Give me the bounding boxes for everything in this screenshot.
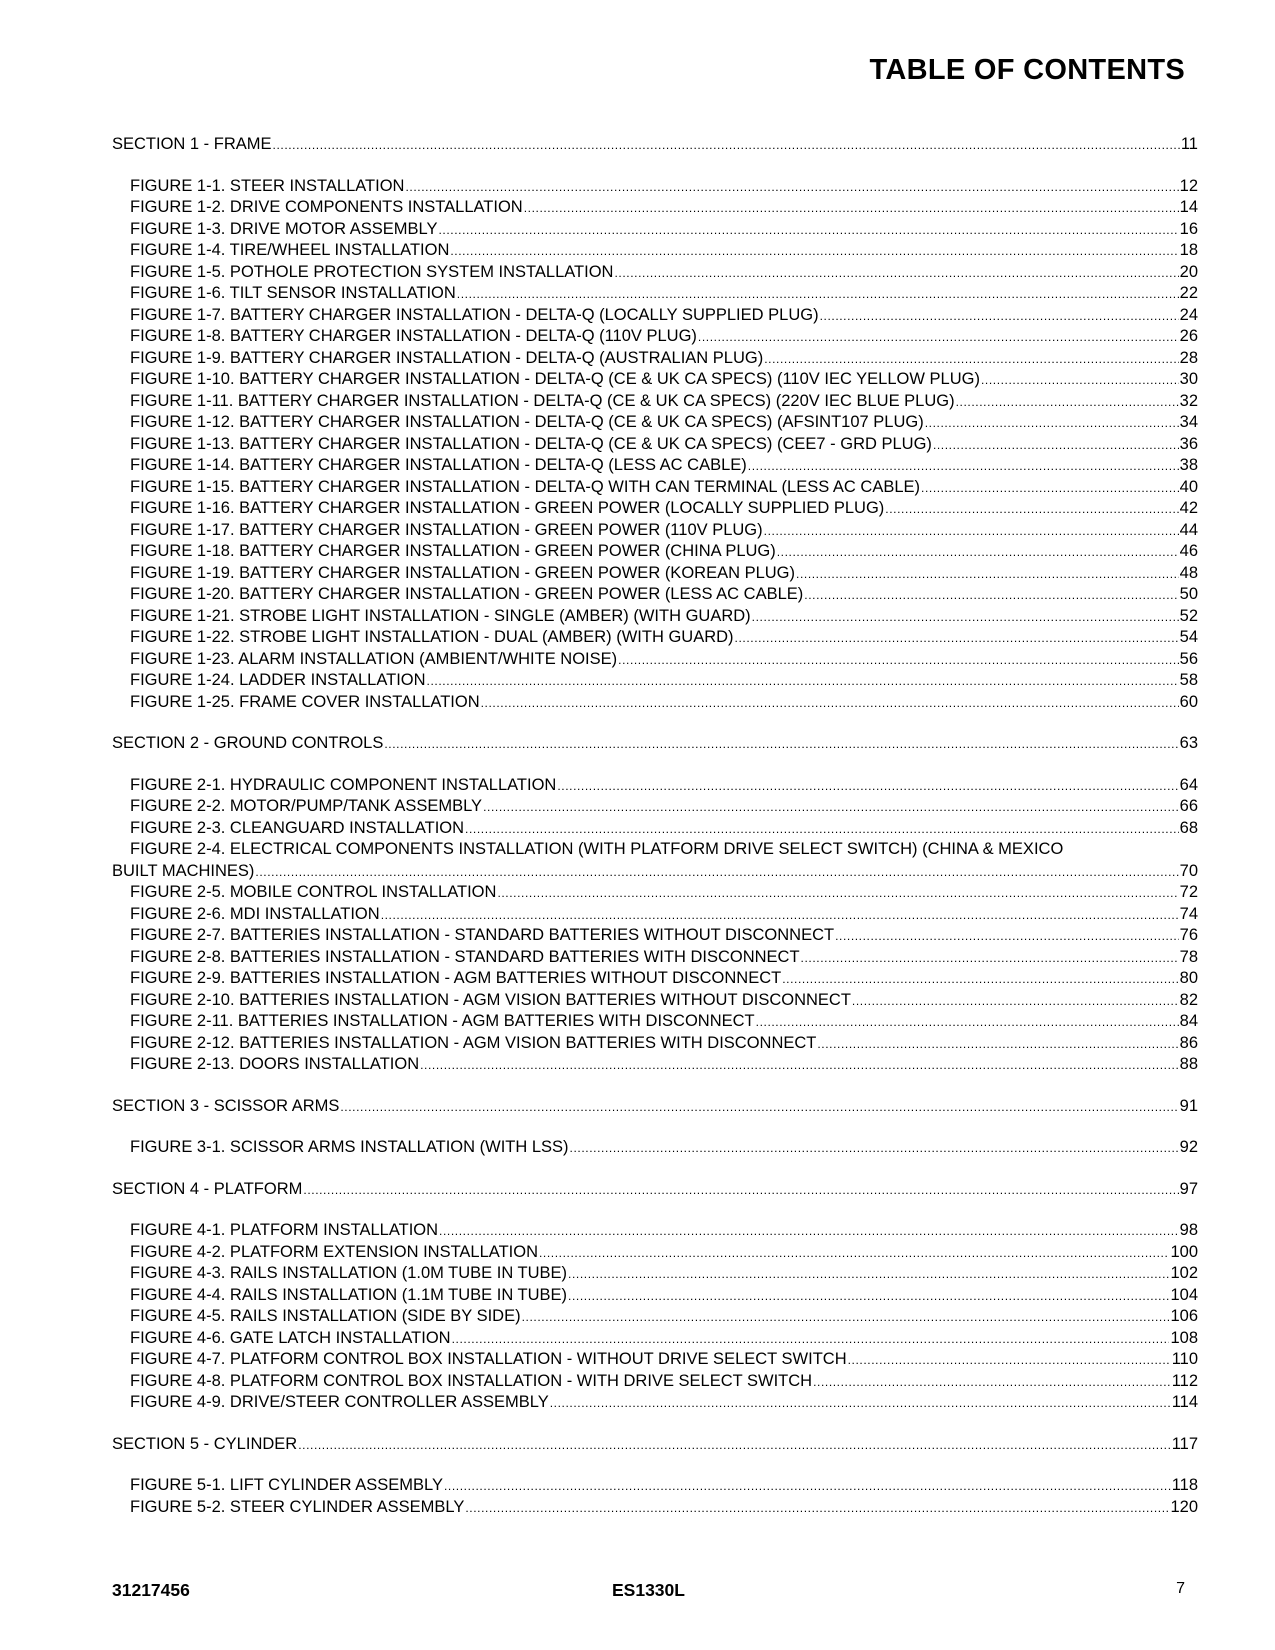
toc-figure-label: FIGURE 2-3. CLEANGUARD INSTALLATION — [130, 818, 465, 837]
toc-figure-label: FIGURE 1-4. TIRE/WHEEL INSTALLATION — [130, 241, 450, 259]
toc-figure-entry[interactable] — [130, 947, 1198, 969]
toc-figure-label: FIGURE 5-2. STEER CYLINDER ASSEMBLY — [130, 1497, 465, 1516]
toc-figure-page: 82 — [1179, 990, 1198, 1009]
dot-leader — [698, 327, 1179, 349]
toc-figure-page: 72 — [1179, 883, 1198, 901]
toc-figure-page: 32 — [1179, 391, 1198, 410]
toc-figure-entry[interactable] — [130, 775, 1198, 797]
toc-figure-list — [112, 1220, 1198, 1414]
toc-figure-entry[interactable] — [130, 670, 1198, 692]
toc-figure-page: 106 — [1170, 1307, 1198, 1325]
toc-figure-entry[interactable] — [130, 219, 1198, 241]
toc-figure-entry[interactable] — [130, 925, 1198, 947]
toc-figure-entry[interactable] — [130, 1263, 1198, 1285]
toc-figure-label: FIGURE 2-8. BATTERIES INSTALLATION - STANDARD BATTERIES WITH DISCONNECT — [130, 947, 800, 966]
toc-figure-entry[interactable] — [130, 904, 1198, 926]
dot-leader — [481, 693, 1179, 715]
dot-leader — [756, 1012, 1179, 1034]
dot-leader — [384, 734, 1178, 756]
toc-figure-label: FIGURE 1-22. STROBE LIGHT INSTALLATION - DUAL (AMBER) (WITH GUARD) — [130, 628, 734, 646]
toc-section-page: 11 — [1180, 135, 1198, 153]
toc-figure-page: 40 — [1179, 477, 1198, 496]
toc-figure-list — [112, 1475, 1198, 1518]
dot-leader — [273, 135, 1180, 157]
toc-figure-entry[interactable] — [130, 1306, 1198, 1328]
toc-figure-page: 18 — [1179, 241, 1198, 259]
toc-section-page: 117 — [1171, 1434, 1198, 1453]
toc-figure-label: FIGURE 1-8. BATTERY CHARGER INSTALLATION - DELTA-Q (110V PLUG) — [130, 327, 697, 345]
toc-figure-label: FIGURE 1-11. BATTERY CHARGER INSTALLATION - DELTA-Q (CE & UK CA SPECS) (220V IEC BLUE PLUG) — [130, 391, 955, 410]
dot-leader — [439, 1221, 1179, 1243]
dot-leader — [570, 1138, 1179, 1160]
dot-leader — [524, 198, 1179, 220]
toc-figure-page: 120 — [1170, 1497, 1198, 1516]
toc-section-page: 91 — [1179, 1096, 1198, 1115]
toc-figure-label: FIGURE 2-9. BATTERIES INSTALLATION - AGM BATTERIES WITHOUT DISCONNECT — [130, 969, 782, 987]
toc-figure-page: 56 — [1179, 649, 1198, 668]
toc-figure-label: FIGURE 4-4. RAILS INSTALLATION (1.1M TUBE IN TUBE) — [130, 1285, 568, 1304]
page-title: TABLE OF CONTENTS — [869, 54, 1185, 86]
toc-figure-label: FIGURE 1-5. POTHOLE PROTECTION SYSTEM INSTALLATION — [130, 262, 614, 281]
toc-figure-entry[interactable] — [130, 348, 1198, 370]
toc-figure-label: FIGURE 2-6. MDI INSTALLATION — [130, 904, 380, 923]
toc-figure-entry[interactable] — [130, 369, 1198, 391]
toc-figure-page: 80 — [1179, 969, 1198, 987]
toc-figure-label: FIGURE 1-16. BATTERY CHARGER INSTALLATION - GREEN POWER (LOCALLY SUPPLIED PLUG) — [130, 499, 885, 517]
toc-figure-page: 88 — [1179, 1055, 1198, 1073]
toc-figure-entry[interactable] — [130, 882, 1198, 904]
toc-figure-page: 78 — [1179, 947, 1198, 966]
toc-figure-entry[interactable] — [130, 1285, 1198, 1307]
toc-figure-page: 112 — [1171, 1371, 1198, 1390]
toc-figure-label: FIGURE 2-11. BATTERIES INSTALLATION - AGM BATTERIES WITH DISCONNECT — [130, 1012, 755, 1030]
dot-leader — [848, 1350, 1171, 1372]
toc-figure-label: FIGURE 1-12. BATTERY CHARGER INSTALLATION - DELTA-Q (CE & UK CA SPECS) (AFSINT107 PLUG) — [130, 413, 924, 431]
toc-figure-label: FIGURE 1-3. DRIVE MOTOR ASSEMBLY — [130, 219, 438, 238]
toc-figure-page: 108 — [1170, 1328, 1198, 1347]
dot-leader — [298, 1435, 1170, 1457]
toc-figure-entry[interactable] — [130, 391, 1198, 413]
toc-figure-page: 52 — [1179, 606, 1198, 625]
toc-figure-entry[interactable] — [130, 649, 1198, 671]
table-of-contents — [112, 134, 1198, 1518]
toc-figure-entry[interactable] — [130, 606, 1198, 628]
toc-figure-entry[interactable] — [130, 1392, 1198, 1414]
toc-figure-label: FIGURE 4-7. PLATFORM CONTROL BOX INSTALLATION - WITHOUT DRIVE SELECT SWITCH — [130, 1350, 847, 1368]
dot-leader — [450, 241, 1178, 263]
toc-figure-label: FIGURE 1-7. BATTERY CHARGER INSTALLATION - DELTA-Q (LOCALLY SUPPLIED PLUG) — [130, 305, 819, 324]
toc-section-entry[interactable] — [112, 1096, 1198, 1118]
toc-figure-label: FIGURE 4-1. PLATFORM INSTALLATION — [130, 1221, 439, 1239]
toc-figure-entry[interactable] — [130, 968, 1198, 990]
toc-figure-label: FIGURE 1-1. STEER INSTALLATION — [130, 176, 405, 195]
dot-leader — [452, 1329, 1170, 1351]
toc-section-label: SECTION 5 - CYLINDER — [112, 1434, 298, 1453]
toc-figure-entry[interactable] — [130, 197, 1198, 219]
toc-figure-page: 28 — [1179, 348, 1198, 367]
toc-figure-page: 16 — [1179, 219, 1198, 238]
dot-leader — [497, 883, 1178, 905]
toc-figure-entry[interactable] — [112, 839, 1198, 882]
toc-figure-entry[interactable] — [130, 1371, 1198, 1393]
dot-leader — [764, 349, 1178, 371]
dot-leader — [835, 926, 1179, 948]
toc-figure-label: FIGURE 2-7. BATTERIES INSTALLATION - STANDARD BATTERIES WITHOUT DISCONNECT — [130, 926, 835, 944]
toc-figure-page: 36 — [1179, 434, 1198, 453]
toc-figure-label: FIGURE 2-10. BATTERIES INSTALLATION - AGM VISION BATTERIES WITHOUT DISCONNECT — [130, 990, 851, 1009]
dot-leader — [614, 263, 1178, 285]
toc-figure-page: 74 — [1179, 904, 1198, 923]
toc-figure-page: 98 — [1179, 1221, 1198, 1239]
toc-figure-entry[interactable] — [130, 412, 1198, 434]
dot-leader — [921, 478, 1179, 500]
dot-leader — [748, 456, 1179, 478]
dot-leader — [735, 628, 1179, 650]
toc-figure-entry[interactable] — [130, 1497, 1198, 1519]
dot-leader — [438, 220, 1178, 242]
dot-leader — [804, 585, 1178, 607]
toc-figure-label: FIGURE 1-19. BATTERY CHARGER INSTALLATION - GREEN POWER (KOREAN PLUG) — [130, 563, 796, 582]
dot-leader — [465, 1498, 1169, 1520]
toc-figure-page: 86 — [1179, 1033, 1198, 1052]
toc-figure-page: 24 — [1179, 305, 1198, 324]
toc-figure-label: FIGURE 4-5. RAILS INSTALLATION (SIDE BY SIDE) — [130, 1307, 521, 1325]
toc-figure-list — [112, 1137, 1198, 1159]
toc-figure-entry[interactable] — [130, 262, 1198, 284]
dot-leader — [568, 1264, 1169, 1286]
dot-leader — [796, 564, 1179, 586]
dot-leader — [522, 1307, 1170, 1329]
toc-figure-entry[interactable] — [130, 240, 1198, 262]
dot-leader — [255, 862, 1178, 884]
toc-figure-entry[interactable] — [130, 627, 1198, 649]
toc-figure-entry[interactable] — [130, 1137, 1198, 1159]
toc-figure-label: FIGURE 4-6. GATE LATCH INSTALLATION — [130, 1328, 451, 1347]
toc-section-entry[interactable] — [112, 1179, 1198, 1201]
toc-figure-page: 76 — [1179, 926, 1198, 944]
toc-figure-entry[interactable] — [130, 455, 1198, 477]
dot-leader — [956, 392, 1179, 414]
toc-figure-page: 22 — [1179, 284, 1198, 302]
toc-section-label: SECTION 1 - FRAME — [112, 135, 272, 153]
dot-leader — [618, 650, 1179, 672]
toc-figure-page: 92 — [1179, 1138, 1198, 1156]
toc-figure-list — [112, 775, 1198, 1076]
dot-leader — [885, 499, 1178, 521]
toc-figure-label: FIGURE 3-1. SCISSOR ARMS INSTALLATION (WITH LSS) — [130, 1138, 569, 1156]
dot-leader — [427, 671, 1179, 693]
toc-figure-entry[interactable] — [130, 520, 1198, 542]
toc-figure-label: FIGURE 1-21. STROBE LIGHT INSTALLATION - SINGLE (AMBER) (WITH GUARD) — [130, 606, 751, 625]
toc-figure-page: 114 — [1171, 1393, 1198, 1411]
toc-figure-page: 42 — [1179, 499, 1198, 517]
toc-figure-label: FIGURE 4-8. PLATFORM CONTROL BOX INSTALLATION - WITH DRIVE SELECT SWITCH — [130, 1371, 813, 1390]
toc-figure-page: 44 — [1179, 520, 1198, 539]
toc-figure-label: FIGURE 1-9. BATTERY CHARGER INSTALLATION - DELTA-Q (AUSTRALIAN PLUG) — [130, 348, 764, 367]
toc-figure-entry[interactable] — [130, 818, 1198, 840]
toc-figure-entry[interactable] — [130, 434, 1198, 456]
toc-figure-label-continuation-row — [112, 861, 1198, 883]
toc-figure-entry[interactable] — [130, 584, 1198, 606]
dot-leader — [925, 413, 1179, 435]
toc-figure-entry[interactable] — [130, 477, 1198, 499]
toc-figure-entry[interactable] — [130, 1033, 1198, 1055]
dot-leader — [782, 969, 1178, 991]
toc-figure-page: 70 — [1179, 861, 1198, 880]
toc-figure-entry[interactable] — [130, 796, 1198, 818]
toc-figure-label: FIGURE 1-23. ALARM INSTALLATION (AMBIENT/WHITE NOISE) — [130, 649, 618, 668]
toc-figure-page: 54 — [1179, 628, 1198, 646]
toc-figure-label: FIGURE 1-13. BATTERY CHARGER INSTALLATION - DELTA-Q (CE & UK CA SPECS) (CEE7 - GRD PLUG) — [130, 434, 932, 453]
toc-section-label: SECTION 2 - GROUND CONTROLS — [112, 734, 384, 752]
toc-figure-label: FIGURE 1-2. DRIVE COMPONENTS INSTALLATION — [130, 198, 523, 216]
toc-figure-page: 58 — [1179, 671, 1198, 689]
toc-figure-page: 26 — [1179, 327, 1198, 345]
dot-leader — [444, 1476, 1171, 1498]
toc-figure-entry[interactable] — [130, 305, 1198, 327]
toc-figure-page: 102 — [1170, 1264, 1198, 1282]
dot-leader — [801, 948, 1179, 970]
toc-figure-entry[interactable] — [130, 326, 1198, 348]
toc-figure-page: 50 — [1179, 585, 1198, 603]
toc-figure-page: 84 — [1179, 1012, 1198, 1030]
toc-figure-label: FIGURE 4-3. RAILS INSTALLATION (1.0M TUBE IN TUBE) — [130, 1264, 568, 1282]
toc-figure-page: 20 — [1179, 262, 1198, 281]
toc-figure-label: FIGURE 5-1. LIFT CYLINDER ASSEMBLY — [130, 1476, 443, 1494]
toc-section-entry[interactable] — [112, 733, 1198, 755]
toc-figure-label: FIGURE 1-6. TILT SENSOR INSTALLATION — [130, 284, 456, 302]
toc-figure-label: FIGURE 1-25. FRAME COVER INSTALLATION — [130, 692, 480, 711]
dot-leader — [420, 1055, 1179, 1077]
toc-figure-label-continuation: BUILT MACHINES) — [112, 861, 255, 880]
toc-section-page: 63 — [1179, 734, 1198, 752]
toc-figure-label: FIGURE 2-12. BATTERIES INSTALLATION - AGM VISION BATTERIES WITH DISCONNECT — [130, 1033, 817, 1052]
toc-figure-page: 110 — [1171, 1350, 1198, 1368]
toc-figure-list — [112, 176, 1198, 714]
dot-leader — [981, 370, 1179, 392]
toc-figure-page: 12 — [1179, 176, 1198, 195]
toc-figure-label: FIGURE 2-5. MOBILE CONTROL INSTALLATION — [130, 883, 497, 901]
dot-leader — [465, 819, 1179, 841]
dot-leader — [813, 1372, 1171, 1394]
dot-leader — [405, 177, 1178, 199]
footer-doc-number: 31217456 — [112, 1580, 190, 1600]
toc-figure-entry[interactable] — [130, 563, 1198, 585]
dot-leader — [457, 284, 1179, 306]
toc-figure-label: FIGURE 1-17. BATTERY CHARGER INSTALLATION - GREEN POWER (110V PLUG) — [130, 520, 763, 539]
toc-figure-entry[interactable] — [130, 283, 1198, 305]
dot-leader — [557, 776, 1178, 798]
toc-figure-label: FIGURE 4-2. PLATFORM EXTENSION INSTALLATION — [130, 1242, 538, 1261]
toc-figure-entry[interactable] — [130, 1349, 1198, 1371]
toc-figure-entry[interactable] — [130, 1220, 1198, 1242]
dot-leader — [820, 306, 1179, 328]
dot-leader — [340, 1097, 1178, 1119]
toc-figure-entry[interactable] — [130, 1475, 1198, 1497]
toc-figure-entry[interactable] — [130, 176, 1198, 198]
toc-figure-page: 68 — [1179, 818, 1198, 837]
toc-section-entry[interactable] — [112, 134, 1198, 156]
toc-figure-label: FIGURE 1-10. BATTERY CHARGER INSTALLATION - DELTA-Q (CE & UK CA SPECS) (110V IEC YELLOW PLUG) — [130, 370, 980, 388]
toc-section-page: 97 — [1179, 1179, 1198, 1198]
toc-figure-label: FIGURE 1-15. BATTERY CHARGER INSTALLATION - DELTA-Q WITH CAN TERMINAL (LESS AC CABLE) — [130, 477, 921, 496]
toc-section-label: SECTION 4 - PLATFORM — [112, 1179, 303, 1198]
toc-figure-page: 100 — [1170, 1242, 1198, 1261]
dot-leader — [817, 1034, 1178, 1056]
dot-leader — [852, 991, 1179, 1013]
toc-figure-page: 48 — [1179, 563, 1198, 582]
dot-leader — [568, 1286, 1169, 1308]
toc-figure-entry[interactable] — [130, 692, 1198, 714]
toc-figure-label: FIGURE 2-13. DOORS INSTALLATION — [130, 1055, 420, 1073]
dot-leader — [752, 607, 1179, 629]
dot-leader — [381, 905, 1179, 927]
toc-figure-entry[interactable] — [130, 1242, 1198, 1264]
toc-section-label: SECTION 3 - SCISSOR ARMS — [112, 1096, 340, 1115]
toc-figure-page: 38 — [1179, 456, 1198, 474]
dot-leader — [303, 1180, 1178, 1202]
toc-figure-entry[interactable] — [130, 498, 1198, 520]
toc-figure-label: FIGURE 1-20. BATTERY CHARGER INSTALLATION - GREEN POWER (LESS AC CABLE) — [130, 585, 804, 603]
footer-page-number: 7 — [1176, 1580, 1185, 1597]
toc-figure-label: FIGURE 1-24. LADDER INSTALLATION — [130, 671, 426, 689]
toc-figure-entry[interactable] — [130, 1054, 1198, 1076]
toc-figure-page: 104 — [1170, 1285, 1198, 1304]
toc-figure-entry[interactable] — [130, 541, 1198, 563]
dot-leader — [777, 542, 1179, 564]
toc-figure-label: FIGURE 2-2. MOTOR/PUMP/TANK ASSEMBLY — [130, 797, 483, 815]
dot-leader — [483, 797, 1179, 819]
toc-figure-label: FIGURE 2-4. ELECTRICAL COMPONENTS INSTALLATION (WITH PLATFORM DRIVE SELECT SWITCH) (CHINA & MEXICO — [130, 840, 1064, 858]
toc-figure-label: FIGURE 1-14. BATTERY CHARGER INSTALLATION - DELTA-Q (LESS AC CABLE) — [130, 456, 747, 474]
toc-section-entry[interactable] — [112, 1434, 1198, 1456]
toc-figure-entry[interactable] — [130, 990, 1198, 1012]
toc-figure-page: 46 — [1179, 542, 1198, 560]
dot-leader — [764, 521, 1179, 543]
toc-figure-entry[interactable] — [130, 1328, 1198, 1350]
toc-figure-page: 64 — [1179, 775, 1198, 794]
toc-figure-label: FIGURE 4-9. DRIVE/STEER CONTROLLER ASSEMBLY — [130, 1393, 549, 1411]
toc-figure-label: FIGURE 1-18. BATTERY CHARGER INSTALLATION - GREEN POWER (CHINA PLUG) — [130, 542, 776, 560]
toc-figure-label: FIGURE 2-1. HYDRAULIC COMPONENT INSTALLATION — [130, 775, 557, 794]
dot-leader — [550, 1393, 1171, 1415]
toc-figure-page: 118 — [1171, 1476, 1198, 1494]
dot-leader — [539, 1243, 1169, 1265]
toc-figure-page: 34 — [1179, 413, 1198, 431]
dot-leader — [933, 435, 1179, 457]
footer-model: ES1330L — [612, 1580, 685, 1600]
toc-figure-page: 60 — [1179, 692, 1198, 711]
toc-figure-page: 14 — [1179, 198, 1198, 216]
toc-figure-entry[interactable] — [130, 1011, 1198, 1033]
toc-figure-page: 30 — [1179, 370, 1198, 388]
toc-figure-page: 66 — [1179, 797, 1198, 815]
